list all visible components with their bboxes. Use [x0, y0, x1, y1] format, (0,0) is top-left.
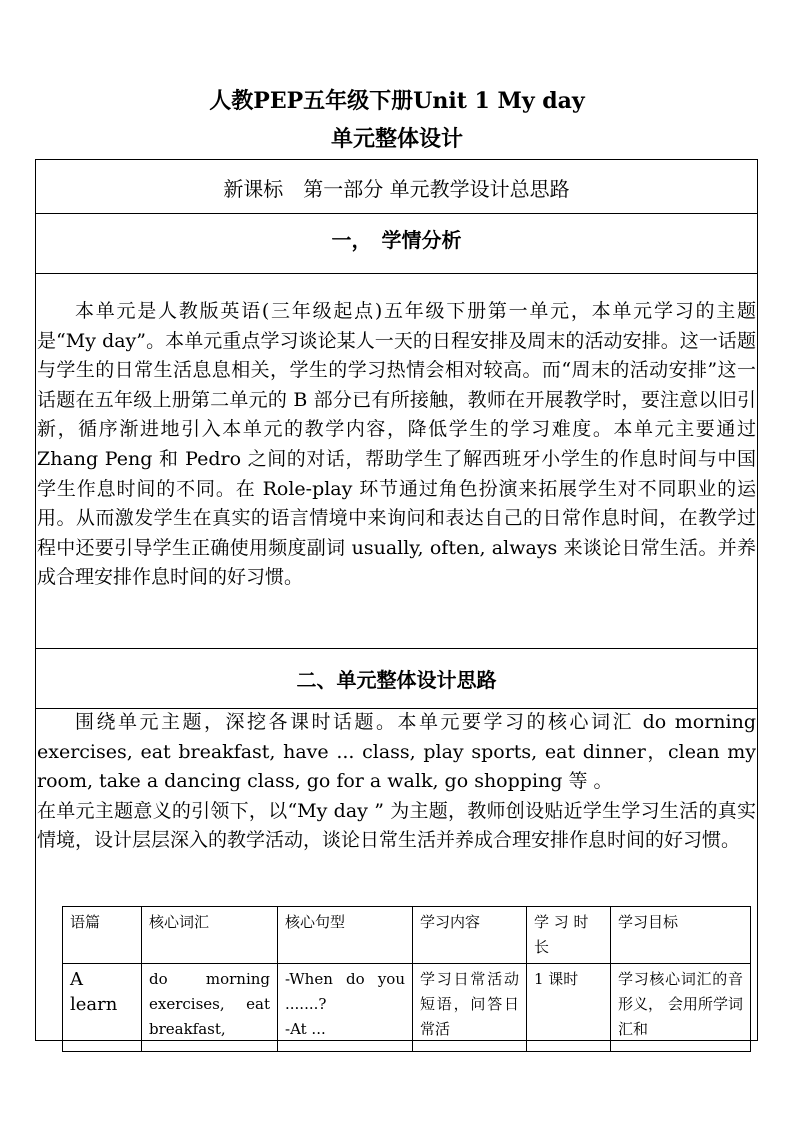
header-vocab: 核心词汇	[142, 907, 278, 964]
part1-paragraph-block	[37, 297, 756, 593]
part2-paragraph-1: 围绕单元主题，深挖各课时话题。本单元要学习的核心词汇 do morning exercises, eat breakfast, have ... class, play sports, eat dinner，clean my room, take a dancing class, go for a walk, go shopping 等 。	[37, 711, 756, 793]
part1-heading: 一， 学情分析	[331, 228, 462, 252]
row-divider	[35, 213, 758, 214]
cell-vocab: do morning exercises, eat breakfast,	[142, 964, 278, 1052]
row-divider	[35, 648, 758, 649]
table-header-row	[63, 907, 751, 964]
cell-sentence	[278, 964, 413, 1052]
section-banner: 新课标 第一部分 单元教学设计总思路	[223, 177, 570, 201]
sentence-line-1: -When do you .......?	[285, 970, 405, 1013]
header-goal: 学习目标	[611, 907, 751, 964]
lesson-plan-table	[62, 906, 751, 1052]
header-content: 学习内容	[413, 907, 527, 964]
part2-paragraph-2: 在单元主题意义的引领下，以“My day ” 为主题，教师创设贴近学生学习生活的真实情境，设计层层深入的教学活动，谈论日常生活并养成合理安排作息时间的好习惯。	[37, 799, 756, 852]
part1-paragraph: 本单元是人教版英语(三年级起点)五年级下册第一单元，本单元学习的主题是“My day”。本单元重点学习谈论某人一天的日程安排及周末的活动安排。这一话题与学生的日常生活息息相关，学生的学习热情会相对较高。而“周末的活动安排”这一话题在五年级上册第二单元的 B 部分已有所接触，教师在开展教学时，要注意以旧引新，循序渐进地引入本单元的教学内容，降低学生的学习难度。本单元主要通过 Zhang Peng 和 Pedro 之间的对话，帮助学生了解西班牙小学生的作息时间与中国学生作息时间的不同。在 Role-play 环节通过角色扮演来拓展学生对不同职业的运用。从而激发学生在真实的语言情境中来询问和表达自己的日常作息时间，在教学过程中还要引导学生正确使用频度副词 usually, often, always 来谈论日常生活。并养成合理安排作息时间的好习惯。	[37, 300, 756, 589]
cell-duration: 1 课时	[527, 964, 611, 1052]
row-divider	[35, 273, 758, 274]
sentence-line-2: -At ...	[285, 1020, 326, 1038]
document-subtitle: 单元整体设计	[330, 126, 463, 152]
cell-lesson: A learn	[63, 964, 142, 1052]
table-row	[63, 964, 751, 1052]
part2-paragraph-block	[37, 708, 756, 856]
part2-heading: 二、单元整体设计思路	[296, 668, 497, 692]
document-title: 人教PEP五年级下册Unit 1 My day	[209, 88, 585, 114]
cell-goal: 学习核心词汇的音形义， 会用所学词汇和	[611, 964, 751, 1052]
cell-content: 学习日常活动短语，问答日常活	[413, 964, 527, 1052]
header-duration: 学 习 时 长	[527, 907, 611, 964]
header-lesson: 语篇	[63, 907, 142, 964]
header-sentence: 核心句型	[278, 907, 413, 964]
